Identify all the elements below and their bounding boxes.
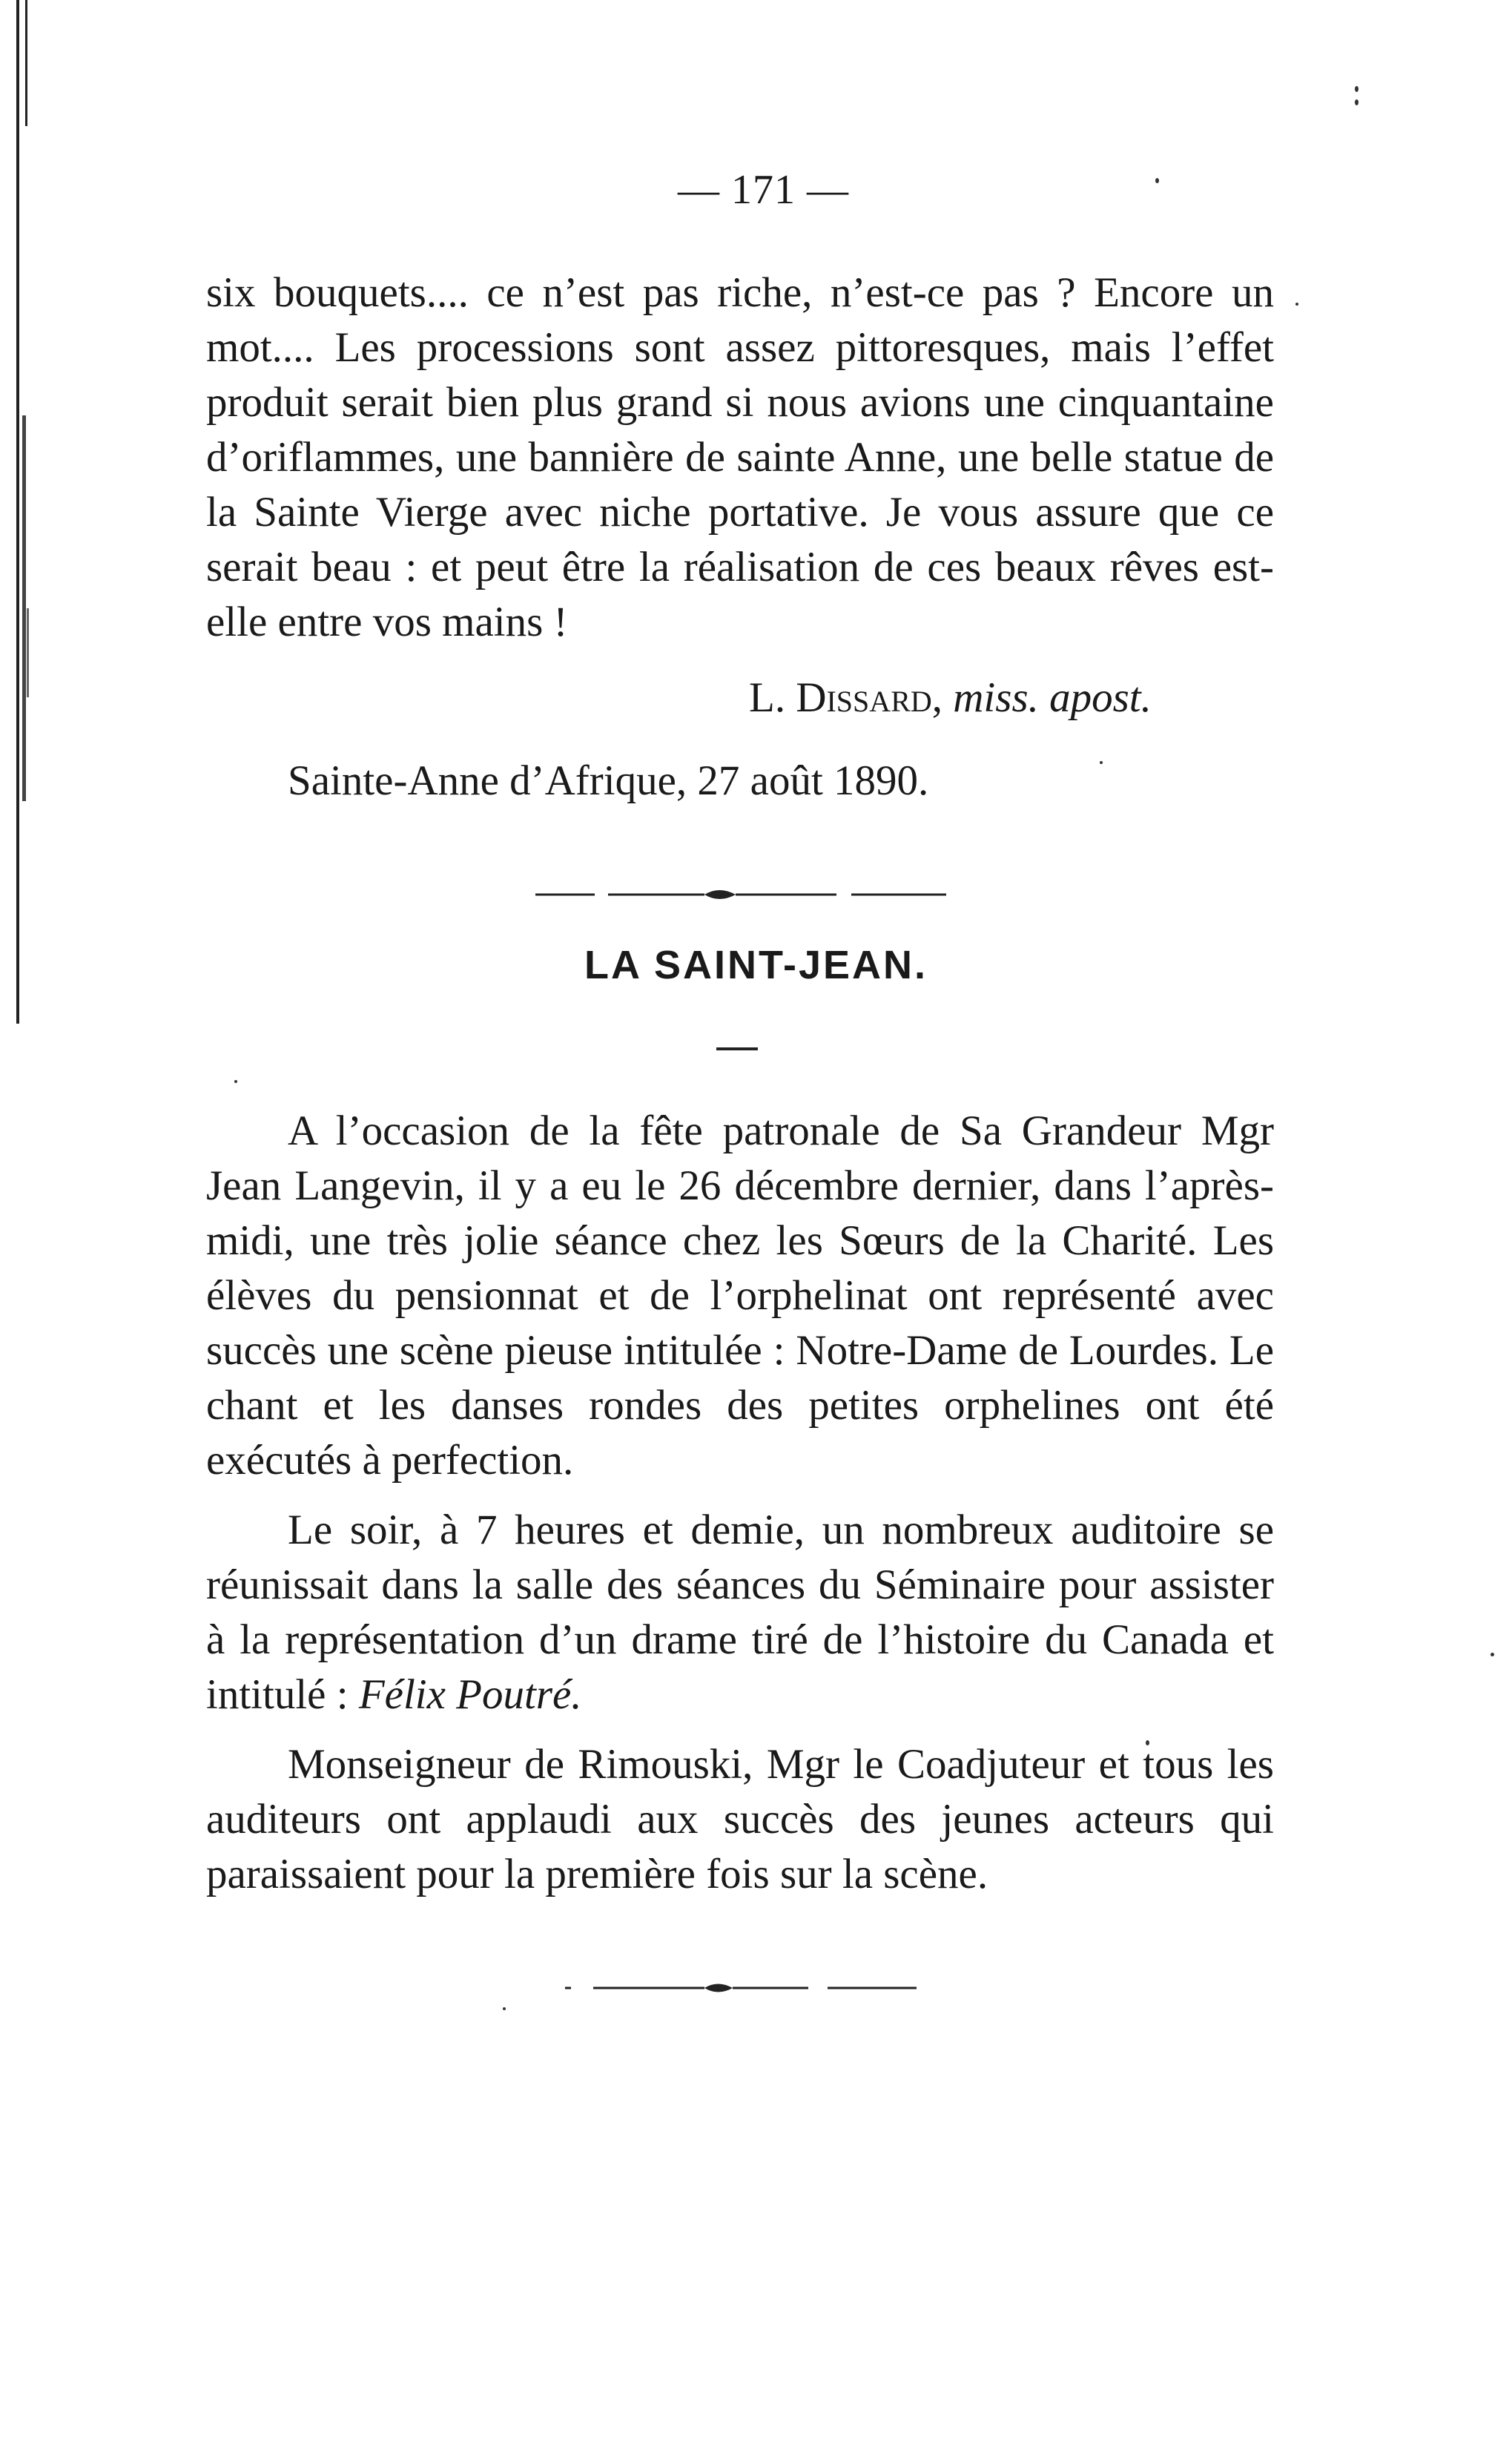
section-body — [206, 1104, 1274, 1902]
ornamental-divider — [564, 1973, 920, 2003]
section-title: LA SAINT-JEAN. — [584, 943, 928, 987]
scan-speck — [503, 2007, 506, 2010]
title-rule — [716, 1047, 758, 1050]
scan-speck — [1355, 86, 1359, 92]
binding-edge — [0, 0, 37, 1024]
letter-paragraph: six bouquets.... ce n’est pas riche, n’est-ce pas ? Encore un mot.... Les processions sont assez pittoresques, mais l’effet produit serait bien plus grand si nous avions une cinquantaine d’oriflammes, une bannière de sainte Anne, une belle statue de la Sainte Vierge avec niche portative. Je vous assure que ce serait beau : et peut être la réalisation de ces beaux rêves est-elle entre vos mains ! — [206, 269, 1274, 645]
play-title: Félix Poutré. — [358, 1671, 582, 1718]
scan-speck — [1355, 99, 1359, 105]
page-number: — 171 — — [678, 167, 849, 213]
scan-speck — [1490, 1653, 1494, 1656]
signature-name: Dissard — [796, 674, 932, 721]
ornamental-divider — [534, 880, 949, 909]
dateline: Sainte-Anne d’Afrique, 27 août 1890. — [288, 757, 929, 804]
section-paragraph — [206, 1503, 1274, 1722]
signature-title: miss. apost. — [953, 674, 1152, 721]
paragraph-text: Le soir, à 7 heures et demie, un nombreux auditoire se réunissait dans la salle des séances du Séminaire pour assister à la représentation d’un drame tiré de l’histoire du Canada et intitulé : — [206, 1507, 1274, 1718]
signature-separator: , — [931, 674, 954, 721]
scan-speck — [1100, 761, 1103, 764]
section-paragraph: Monseigneur de Rimouski, Mgr le Coadjuteur et tous les auditeurs ont applaudi aux succès des jeunes acteurs qui paraissaient pour la première fois sur la scène. — [206, 1741, 1274, 1897]
section-paragraph: A l’occasion de la fête patronale de Sa Grandeur Mgr Jean Langevin, il y a eu le 26 décembre dernier, dans l’après-midi, une très jolie séance chez les Sœurs de la Charité. Les élèves du pensionnat et de l’orphelinat ont représenté avec succès une scène pieuse intitulée : Notre-Dame de Lourdes. Le chant et les danses rondes des petites orphelines ont été exécutés à perfection. — [206, 1107, 1274, 1484]
scan-speck — [1295, 303, 1298, 306]
signature-initial: L. — [749, 674, 796, 721]
scan-speck — [234, 1080, 237, 1083]
signature — [749, 674, 1152, 722]
letter-closing — [206, 266, 1274, 650]
